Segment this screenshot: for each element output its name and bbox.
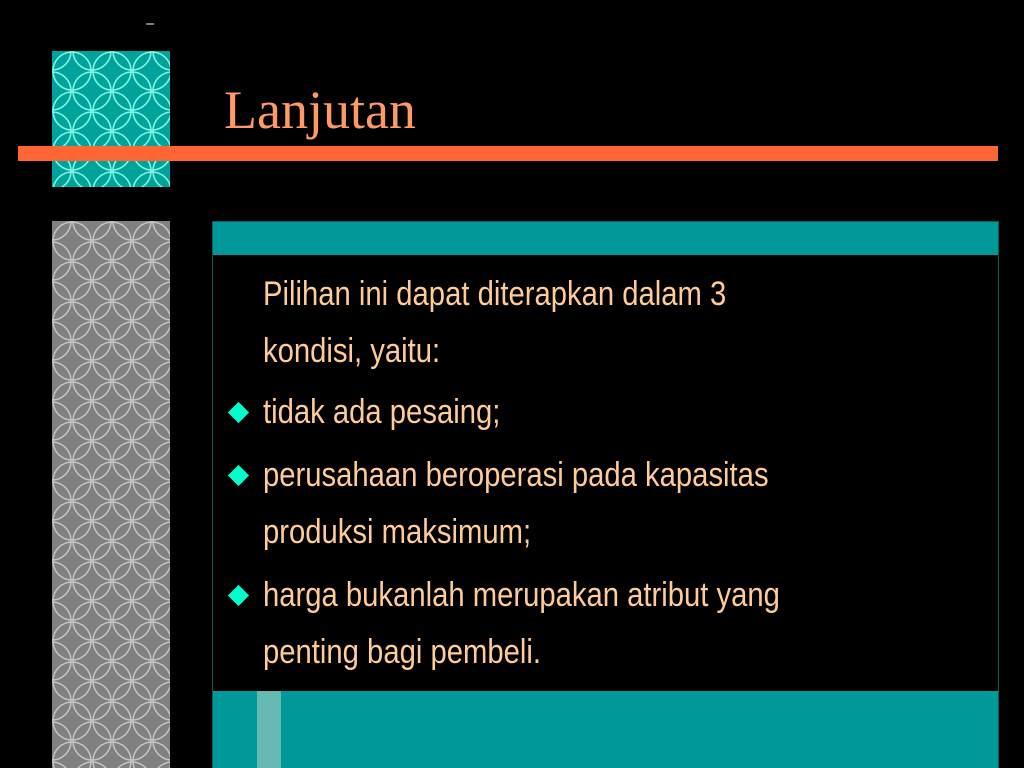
bullet-text: perusahaan beroperasi pada kapasitas produksi maksimum; — [263, 456, 769, 551]
body-text-block — [213, 266, 998, 687]
panel-bottom-stripe — [257, 691, 281, 768]
bullet-item — [213, 447, 998, 561]
title-underline-bar — [18, 146, 998, 161]
intro-text: Pilihan ini dapat diterapkan dalam 3 kondisi, yaitu: — [263, 275, 727, 370]
diamond-bullet-icon — [228, 585, 249, 606]
bullet-item — [213, 384, 998, 441]
panel-bottom-band — [213, 691, 998, 768]
panel-top-band — [213, 222, 998, 255]
bullet-text: tidak ada pesaing; — [263, 393, 501, 431]
teal-circles-pattern — [52, 51, 170, 187]
diamond-bullet-icon — [228, 402, 249, 423]
bullet-text: harga bukanlah merupakan atribut yang penting bagi pembeli. — [263, 576, 780, 671]
gray-circles-pattern — [52, 221, 170, 768]
content-panel — [213, 222, 998, 768]
top-mark — [146, 23, 154, 25]
intro-paragraph — [213, 266, 998, 380]
diamond-bullet-icon — [228, 465, 249, 486]
slide-title: Lanjutan — [224, 80, 416, 140]
bullet-item — [213, 567, 998, 681]
